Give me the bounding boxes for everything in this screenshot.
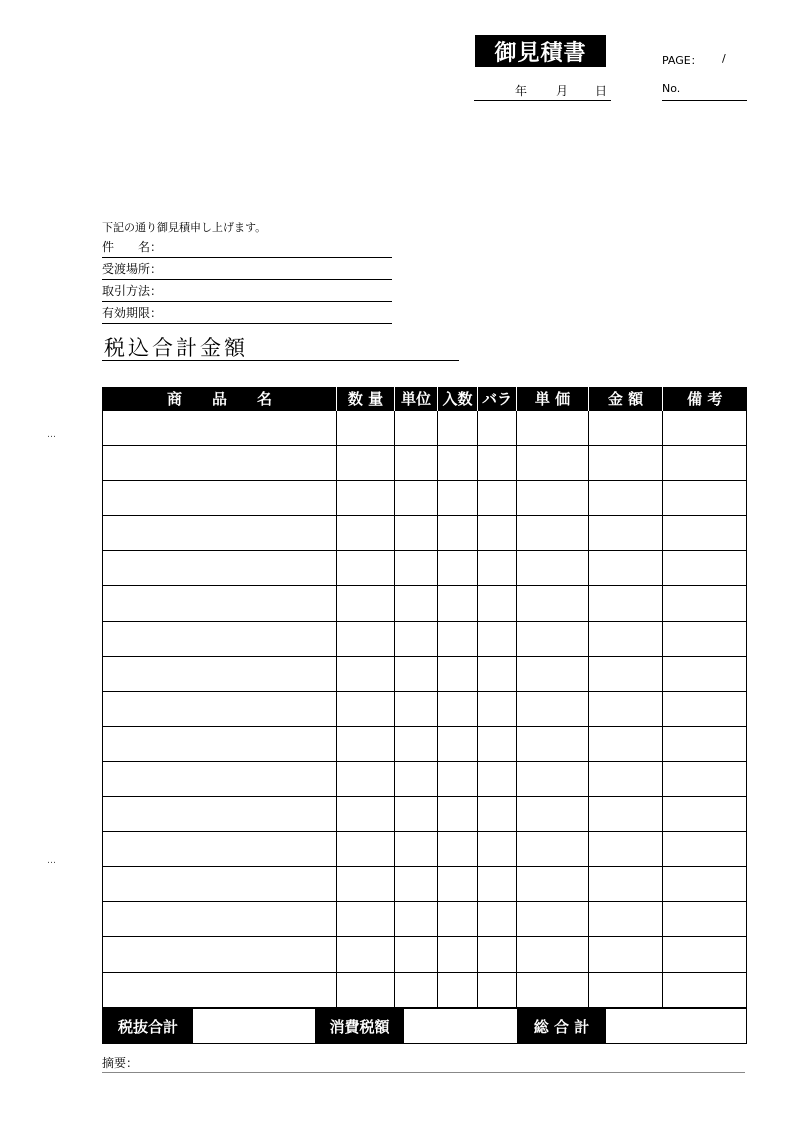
cell-product-name[interactable]: [103, 902, 337, 937]
cell-product-name[interactable]: [103, 832, 337, 867]
cell-amount[interactable]: [589, 761, 663, 796]
cell-product-name[interactable]: [103, 761, 337, 796]
cell-remarks[interactable]: [663, 621, 747, 656]
header-unit-price: 単 価: [517, 387, 589, 411]
cell-product-name[interactable]: [103, 551, 337, 586]
cell-loose[interactable]: [478, 586, 517, 621]
cell-amount[interactable]: [589, 446, 663, 481]
delivery-place-label: 受渡場所：: [102, 262, 163, 276]
cell-remarks[interactable]: [663, 551, 747, 586]
cell-product-name[interactable]: [103, 867, 337, 902]
cell-amount[interactable]: [589, 656, 663, 691]
cell-unit-price[interactable]: [517, 726, 589, 761]
tax-value-cell[interactable]: [404, 1009, 517, 1043]
cell-amount[interactable]: [589, 551, 663, 586]
cell-unit-price[interactable]: [517, 761, 589, 796]
cell-product-name[interactable]: [103, 972, 337, 1007]
cell-pack-quantity[interactable]: [438, 832, 478, 867]
cell-pack-quantity[interactable]: [438, 867, 478, 902]
cell-quantity[interactable]: [337, 761, 395, 796]
subtotal-label: 税抜合計: [103, 1009, 193, 1043]
header-remarks: 備 考: [663, 387, 747, 411]
cell-remarks[interactable]: [663, 797, 747, 832]
table-row: [103, 481, 747, 516]
cell-quantity[interactable]: [337, 481, 395, 516]
cell-quantity[interactable]: [337, 656, 395, 691]
cell-pack-quantity[interactable]: [438, 691, 478, 726]
table-row: [103, 516, 747, 551]
cell-remarks[interactable]: [663, 586, 747, 621]
cell-loose[interactable]: [478, 867, 517, 902]
cell-pack-quantity[interactable]: [438, 621, 478, 656]
cell-product-name[interactable]: [103, 446, 337, 481]
table-header-row: [103, 387, 747, 411]
cell-product-name[interactable]: [103, 411, 337, 446]
cell-quantity[interactable]: [337, 586, 395, 621]
cell-loose[interactable]: [478, 726, 517, 761]
cell-unit-price[interactable]: [517, 867, 589, 902]
cell-quantity[interactable]: [337, 551, 395, 586]
cell-unit-price[interactable]: [517, 972, 589, 1007]
cell-pack-quantity[interactable]: [438, 937, 478, 972]
header-unit: 単位: [395, 387, 438, 411]
cell-product-name[interactable]: [103, 691, 337, 726]
cell-amount[interactable]: [589, 586, 663, 621]
cell-pack-quantity[interactable]: [438, 726, 478, 761]
table-row: [103, 761, 747, 796]
tax-included-total-field[interactable]: [102, 330, 459, 361]
document-number-field[interactable]: [662, 82, 747, 101]
validity-period-label: 有効期限：: [102, 306, 163, 320]
cell-pack-quantity[interactable]: [438, 551, 478, 586]
cell-product-name[interactable]: [103, 656, 337, 691]
table-row: [103, 621, 747, 656]
cell-unit[interactable]: [395, 937, 438, 972]
header-loose: バラ: [478, 387, 517, 411]
delivery-place-field[interactable]: [102, 259, 392, 280]
cell-product-name[interactable]: [103, 726, 337, 761]
table-body: [103, 411, 747, 1008]
table-row: [103, 797, 747, 832]
cell-loose[interactable]: [478, 446, 517, 481]
cell-loose[interactable]: [478, 691, 517, 726]
cell-amount[interactable]: [589, 797, 663, 832]
table-row: [103, 972, 747, 1007]
cell-quantity[interactable]: [337, 867, 395, 902]
cell-pack-quantity[interactable]: [438, 761, 478, 796]
cell-amount[interactable]: [589, 516, 663, 551]
cell-unit-price[interactable]: [517, 586, 589, 621]
cell-amount[interactable]: [589, 481, 663, 516]
cell-remarks[interactable]: [663, 972, 747, 1007]
table-row: [103, 937, 747, 972]
cell-unit-price[interactable]: [517, 446, 589, 481]
cell-loose[interactable]: [478, 902, 517, 937]
cell-unit[interactable]: [395, 726, 438, 761]
cell-remarks[interactable]: [663, 446, 747, 481]
cell-remarks[interactable]: [663, 411, 747, 446]
cell-unit[interactable]: [395, 832, 438, 867]
header-pack-quantity: 入数: [438, 387, 478, 411]
cell-loose[interactable]: [478, 937, 517, 972]
tax-label: 消費税額: [315, 1009, 404, 1043]
cell-pack-quantity[interactable]: [438, 797, 478, 832]
cell-product-name[interactable]: [103, 481, 337, 516]
date-day-label: 日: [595, 84, 608, 98]
cell-quantity[interactable]: [337, 797, 395, 832]
margin-mark: …: [47, 430, 56, 440]
cell-product-name[interactable]: [103, 586, 337, 621]
cell-unit[interactable]: [395, 867, 438, 902]
header-product-name: 商 品 名: [103, 387, 337, 411]
cell-quantity[interactable]: [337, 726, 395, 761]
cell-loose[interactable]: [478, 797, 517, 832]
cell-unit-price[interactable]: [517, 797, 589, 832]
margin-mark: …: [47, 856, 56, 866]
subject-label: 件 名：: [102, 240, 163, 254]
table-row: [103, 446, 747, 481]
page-label: PAGE：: [662, 54, 702, 67]
cell-quantity[interactable]: [337, 902, 395, 937]
grand-total-label: 総 合 計: [517, 1009, 606, 1043]
cell-unit-price[interactable]: [517, 411, 589, 446]
cell-amount[interactable]: [589, 691, 663, 726]
summary-row: [102, 1008, 747, 1044]
payment-method-label: 取引方法：: [102, 284, 163, 298]
cell-remarks[interactable]: [663, 691, 747, 726]
date-month-label: 月: [556, 84, 569, 98]
cell-pack-quantity[interactable]: [438, 481, 478, 516]
cell-loose[interactable]: [478, 551, 517, 586]
cell-amount[interactable]: [589, 726, 663, 761]
cell-unit-price[interactable]: [517, 832, 589, 867]
cell-quantity[interactable]: [337, 411, 395, 446]
grand-total-value-cell[interactable]: [606, 1009, 746, 1043]
cell-unit[interactable]: [395, 516, 438, 551]
cell-quantity[interactable]: [337, 516, 395, 551]
cell-amount[interactable]: [589, 832, 663, 867]
table-row: [103, 656, 747, 691]
cell-amount[interactable]: [589, 902, 663, 937]
cell-pack-quantity[interactable]: [438, 586, 478, 621]
subject-field[interactable]: [102, 237, 392, 258]
cell-amount[interactable]: [589, 621, 663, 656]
page-separator: /: [722, 52, 726, 65]
cell-pack-quantity[interactable]: [438, 446, 478, 481]
cell-pack-quantity[interactable]: [438, 972, 478, 1007]
cell-remarks[interactable]: [663, 937, 747, 972]
table-row: [103, 586, 747, 621]
cell-unit-price[interactable]: [517, 621, 589, 656]
header-amount: 金 額: [589, 387, 663, 411]
table-row: [103, 867, 747, 902]
cell-pack-quantity[interactable]: [438, 656, 478, 691]
cell-unit-price[interactable]: [517, 691, 589, 726]
cell-quantity[interactable]: [337, 621, 395, 656]
cell-pack-quantity[interactable]: [438, 516, 478, 551]
table-row: [103, 726, 747, 761]
table-row: [103, 832, 747, 867]
cell-remarks[interactable]: [663, 867, 747, 902]
cell-amount[interactable]: [589, 411, 663, 446]
cell-product-name[interactable]: [103, 516, 337, 551]
cell-unit[interactable]: [395, 551, 438, 586]
cell-unit-price[interactable]: [517, 937, 589, 972]
cell-loose[interactable]: [478, 832, 517, 867]
cell-product-name[interactable]: [103, 937, 337, 972]
cell-remarks[interactable]: [663, 481, 747, 516]
cell-loose[interactable]: [478, 481, 517, 516]
cell-remarks[interactable]: [663, 516, 747, 551]
cell-unit-price[interactable]: [517, 516, 589, 551]
cell-unit[interactable]: [395, 691, 438, 726]
cell-loose[interactable]: [478, 656, 517, 691]
header-quantity: 数 量: [337, 387, 395, 411]
cell-quantity[interactable]: [337, 937, 395, 972]
cell-loose[interactable]: [478, 516, 517, 551]
cell-remarks[interactable]: [663, 726, 747, 761]
subtotal-value-cell[interactable]: [193, 1009, 315, 1043]
cell-unit[interactable]: [395, 972, 438, 1007]
cell-quantity[interactable]: [337, 832, 395, 867]
table-row: [103, 691, 747, 726]
cell-unit-price[interactable]: [517, 551, 589, 586]
cell-unit[interactable]: [395, 656, 438, 691]
cell-amount[interactable]: [589, 937, 663, 972]
cell-pack-quantity[interactable]: [438, 902, 478, 937]
cell-product-name[interactable]: [103, 621, 337, 656]
cell-quantity[interactable]: [337, 972, 395, 1007]
cell-unit[interactable]: [395, 902, 438, 937]
cell-unit-price[interactable]: [517, 902, 589, 937]
document-number-label: No.: [662, 82, 681, 95]
cell-quantity[interactable]: [337, 691, 395, 726]
cell-unit[interactable]: [395, 621, 438, 656]
cell-unit[interactable]: [395, 761, 438, 796]
cell-loose[interactable]: [478, 972, 517, 1007]
cell-unit-price[interactable]: [517, 481, 589, 516]
cell-loose[interactable]: [478, 761, 517, 796]
date-year-label: 年: [515, 84, 528, 98]
cell-loose[interactable]: [478, 621, 517, 656]
cell-remarks[interactable]: [663, 656, 747, 691]
cell-loose[interactable]: [478, 411, 517, 446]
intro-text: 下記の通り御見積申し上げます。: [102, 221, 267, 234]
table-row: [103, 551, 747, 586]
cell-amount[interactable]: [589, 867, 663, 902]
memo-field[interactable]: [102, 1054, 745, 1073]
cell-unit[interactable]: [395, 586, 438, 621]
items-table: [102, 387, 747, 1008]
cell-unit[interactable]: [395, 446, 438, 481]
tax-included-total-label: 税込合計金額: [104, 336, 248, 360]
table-row: [103, 902, 747, 937]
document-title: 御見積書: [475, 35, 606, 67]
cell-quantity[interactable]: [337, 446, 395, 481]
cell-remarks[interactable]: [663, 832, 747, 867]
cell-remarks[interactable]: [663, 902, 747, 937]
cell-unit[interactable]: [395, 411, 438, 446]
cell-amount[interactable]: [589, 972, 663, 1007]
cell-pack-quantity[interactable]: [438, 411, 478, 446]
memo-label: 摘要：: [102, 1056, 139, 1070]
payment-method-field[interactable]: [102, 281, 392, 302]
date-field[interactable]: [474, 80, 611, 101]
cell-unit[interactable]: [395, 797, 438, 832]
cell-unit[interactable]: [395, 481, 438, 516]
cell-remarks[interactable]: [663, 761, 747, 796]
table-row: [103, 411, 747, 446]
cell-product-name[interactable]: [103, 797, 337, 832]
cell-unit-price[interactable]: [517, 656, 589, 691]
validity-period-field[interactable]: [102, 303, 392, 324]
